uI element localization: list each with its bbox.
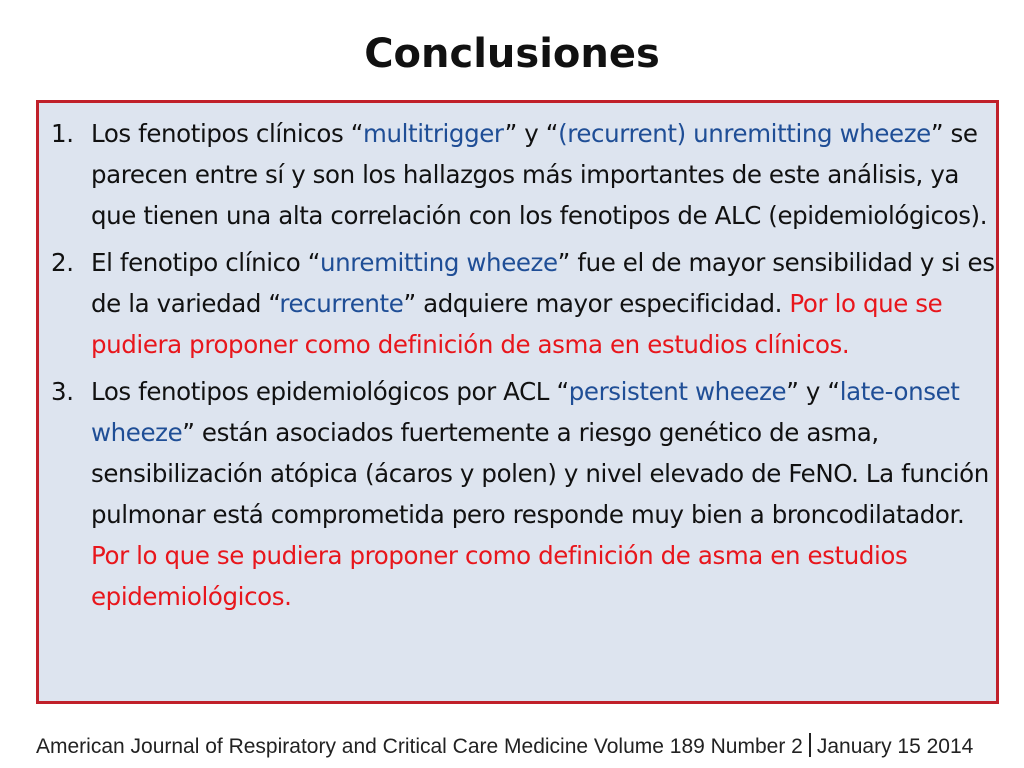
highlight-red-text: Por lo que se pudiera proponer como definición de asma en estudios epidemiológicos. (91, 541, 908, 611)
citation-date: January 15 2014 (816, 735, 974, 758)
conclusion-number: 1. (51, 119, 74, 148)
conclusion-item (51, 371, 996, 617)
conclusion-item (51, 242, 996, 365)
phenotype-term: late-onset wheeze (91, 377, 960, 447)
conclusion-number: 3. (51, 377, 74, 406)
conclusion-text: ” adquiere mayor especificidad. (403, 289, 790, 318)
phenotype-term: (recurrent) unremitting wheeze (558, 119, 931, 148)
conclusion-text: ” están asociados fuertemente a riesgo genético de asma, sensibilización atópica (ácaros y polen) y nivel elevado de FeNO. La función pulmonar está comprometida pero responde muy bien a broncodilatador. (91, 418, 989, 529)
conclusion-text: ” fue el de mayor sensibilidad y si es de la variedad “ (91, 248, 995, 318)
conclusions-box (36, 100, 999, 704)
conclusion-text: ” se parecen entre sí y son los hallazgos más importantes de este análisis, ya que tienen una alta correlación con los fenotipos de ALC (epidemiológicos). (91, 119, 988, 230)
slide-title: Conclusiones (364, 31, 660, 77)
conclusion-text: El fenotipo clínico “ (91, 248, 320, 277)
conclusion-text: Los fenotipos clínicos “ (91, 119, 364, 148)
journal-citation: American Journal of Respiratory and Critical Care Medicine Volume 189 Number 2 (36, 735, 803, 758)
phenotype-term: unremitting wheeze (320, 248, 558, 277)
citation-separator (809, 733, 811, 757)
conclusion-text: Los fenotipos epidemiológicos por ACL “ (91, 377, 569, 406)
phenotype-term: recurrente (279, 289, 404, 318)
conclusion-number: 2. (51, 248, 74, 277)
highlight-red-text: Por lo que se pudiera proponer como definición de asma en estudios clínicos. (91, 289, 943, 359)
conclusion-item (51, 113, 996, 236)
conclusion-text: ” y “ (504, 119, 559, 148)
conclusion-text: ” y “ (786, 377, 840, 406)
phenotype-term: multitrigger (363, 119, 505, 148)
conclusions-list (51, 113, 996, 623)
citation-footer (36, 733, 996, 761)
phenotype-term: persistent wheeze (568, 377, 787, 406)
